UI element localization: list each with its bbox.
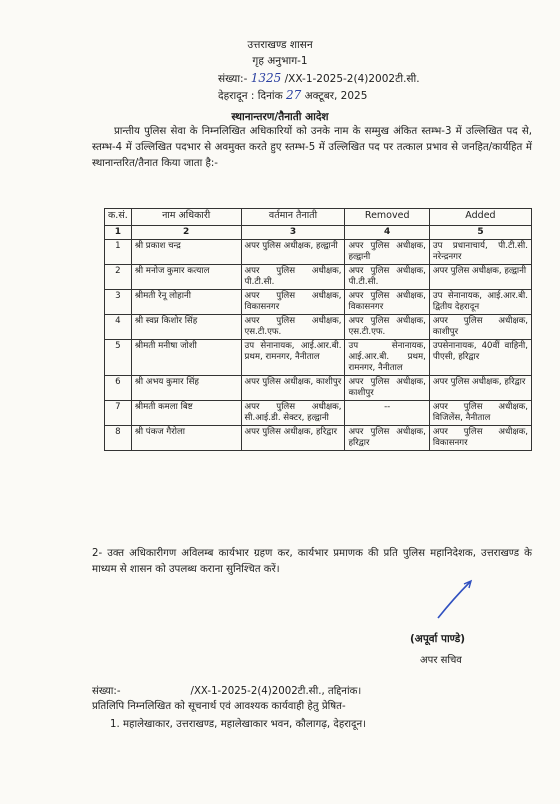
header-added: Added [429,209,531,226]
cell-added: अपर पुलिस अधीक्षक, विजिलेंस, नैनीताल [429,401,531,426]
header-removed: Removed [345,209,429,226]
table-row [105,315,532,340]
cell-sn: 3 [105,290,132,315]
cell-sn: 8 [105,426,132,451]
transfer-table [104,208,532,451]
cell-added: अपर पुलिस अधीक्षक, हरिद्वार [429,376,531,401]
copy-ref-prefix: संख्या:- [92,686,121,697]
table-row [105,426,532,451]
order-paragraph-2: 2- उक्त अधिकारीगण अविलम्ब कार्यभार ग्रहण कर, कार्यभार प्रमाणक की प्रति पुलिस महानिदेशक, उत्तराखण्ड के माध्यम से शासन को उपलब्ध कराना सुनिश्चित करें। [92,548,532,575]
table-row [105,240,532,265]
header-current: वर्तमान तैनाती [241,209,345,226]
cell-removed: अपर पुलिस अधीक्षक, हल्द्वानी [345,240,429,265]
cell-name: श्री अभय कुमार सिंह [131,376,241,401]
cell-sn: 1 [105,240,132,265]
cell-current: अपर पुलिस अधीक्षक, हल्द्वानी [241,240,345,265]
cell-name: श्री मनोज कुमार कत्याल [131,265,241,290]
col-number: 4 [345,226,429,240]
col-number: 3 [241,226,345,240]
signatory-designation: अपर सचिव [420,655,462,666]
cell-sn: 4 [105,315,132,340]
signatory-name: (अपूर्वा पाण्डे) [410,633,466,645]
header-sn: क.सं. [105,209,132,226]
copy-reference-line [92,683,361,697]
header-name: नाम अधिकारी [131,209,241,226]
cell-added: उपसेनानायक, 40वीं वाहिनी, पीएसी, हरिद्वार [429,340,531,376]
govt-heading: उत्तराखण्ड शासन [247,39,313,51]
table-header-row [105,209,532,226]
cell-removed: अपर पुलिस अधीक्षक, विकासनगर [345,290,429,315]
order-number-suffix: /XX-1-2025-2(4)2002टी.सी. [284,73,420,85]
order-number-handwritten: 1325 [250,71,282,85]
cell-added: अपर पुलिस अधीक्षक, विकासनगर [429,426,531,451]
col-number: 2 [131,226,241,240]
cell-removed: उप सेनानायक, आई.आर.बी. प्रथम, रामनगर, नैनीताल [345,340,429,376]
table-row [105,401,532,426]
order-paragraph-1: प्रान्तीय पुलिस सेवा के निम्नलिखित अधिकारियों को उनके नाम के सम्मुख अंकित स्तम्भ-3 में उल्लिखित पद से, स्तम्भ-4 में उल्लिखित पदभार से अवमुक्त करते हुए स्तम्भ-5 में उल्लिखित पद पर तत्काल प्रभाव से जनहित/कार्यहित में स्थानान्तरित/तैनात किया जाता है:- [92,126,532,169]
col-number: 5 [429,226,531,240]
cell-current: अपर पुलिस अधीक्षक, हरिद्वार [241,426,345,451]
cell-added: अपर पुलिस अधीक्षक, काशीपुर [429,315,531,340]
order-date-handwritten: 27 [286,88,302,102]
cell-sn: 5 [105,340,132,376]
order-date-prefix: देहरादून : दिनांक [218,90,283,102]
table-row [105,265,532,290]
order-number-prefix: संख्या:- [218,73,248,85]
table-row [105,340,532,376]
column-number-row [105,226,532,240]
copy-recipient-1: 1. महालेखाकार, उत्तराखण्ड, महालेखाकार भवन, कौलागढ़, देहरादून। [110,719,366,730]
cell-name: श्री पंकज गैरोला [131,426,241,451]
cell-current: अपर पुलिस अधीक्षक, सी.आई.डी. सेक्टर, हल्द्वानी [241,401,345,426]
cell-name: श्रीमती रेनू लोहानी [131,290,241,315]
cell-current: अपर पुलिस अधीक्षक, विकासनगर [241,290,345,315]
order-date-suffix: अक्टूबर, 2025 [304,90,368,102]
table-row [105,376,532,401]
cell-removed: -- [345,401,429,426]
cell-current: उप सेनानायक, आई.आर.बी. प्रथम, रामनगर, नैनीताल [241,340,345,376]
cell-current: अपर पुलिस अधीक्षक, काशीपुर [241,376,345,401]
order-subject: स्थानान्तरण/तैनाती आदेश [231,111,329,123]
cell-name: श्रीमती कमला बिष्ट [131,401,241,426]
col-number: 1 [105,226,132,240]
cell-name: श्री प्रकाश चन्द्र [131,240,241,265]
cell-sn: 6 [105,376,132,401]
cell-name: श्री स्वप्न किशोर सिंह [131,315,241,340]
order-number-line [218,71,420,86]
cell-removed: अपर पुलिस अधीक्षक, काशीपुर [345,376,429,401]
department-heading: गृह अनुभाग-1 [252,55,308,67]
copy-ref-suffix: /XX-1-2025-2(4)2002टी.सी., तद्दिनांक। [190,686,362,697]
cell-sn: 2 [105,265,132,290]
cell-removed: अपर पुलिस अधीक्षक, हरिद्वार [345,426,429,451]
cell-removed: अपर पुलिस अधीक्षक, एस.टी.एफ. [345,315,429,340]
cell-added: उप सेनानायक, आई.आर.बी. द्वितीय देहरादून [429,290,531,315]
order-date-line [218,88,367,103]
signature-mark [436,578,476,626]
cell-sn: 7 [105,401,132,426]
table-row [105,290,532,315]
cell-added: उप प्रधानाचार्य, पी.टी.सी. नरेन्द्रनगर [429,240,531,265]
cell-current: अपर पुलिस अधीक्षक, एस.टी.एफ. [241,315,345,340]
copy-forwarding-line: प्रतिलिपि निम्नलिखित को सूचनार्थ एवं आवश्यक कार्यवाही हेतु प्रेषित- [92,701,346,712]
cell-name: श्रीमती मनीषा जोशी [131,340,241,376]
cell-added: अपर पुलिस अधीक्षक, हल्द्वानी [429,265,531,290]
cell-removed: अपर पुलिस अधीक्षक, पी.टी.सी. [345,265,429,290]
cell-current: अपर पुलिस अधीक्षक, पी.टी.सी. [241,265,345,290]
